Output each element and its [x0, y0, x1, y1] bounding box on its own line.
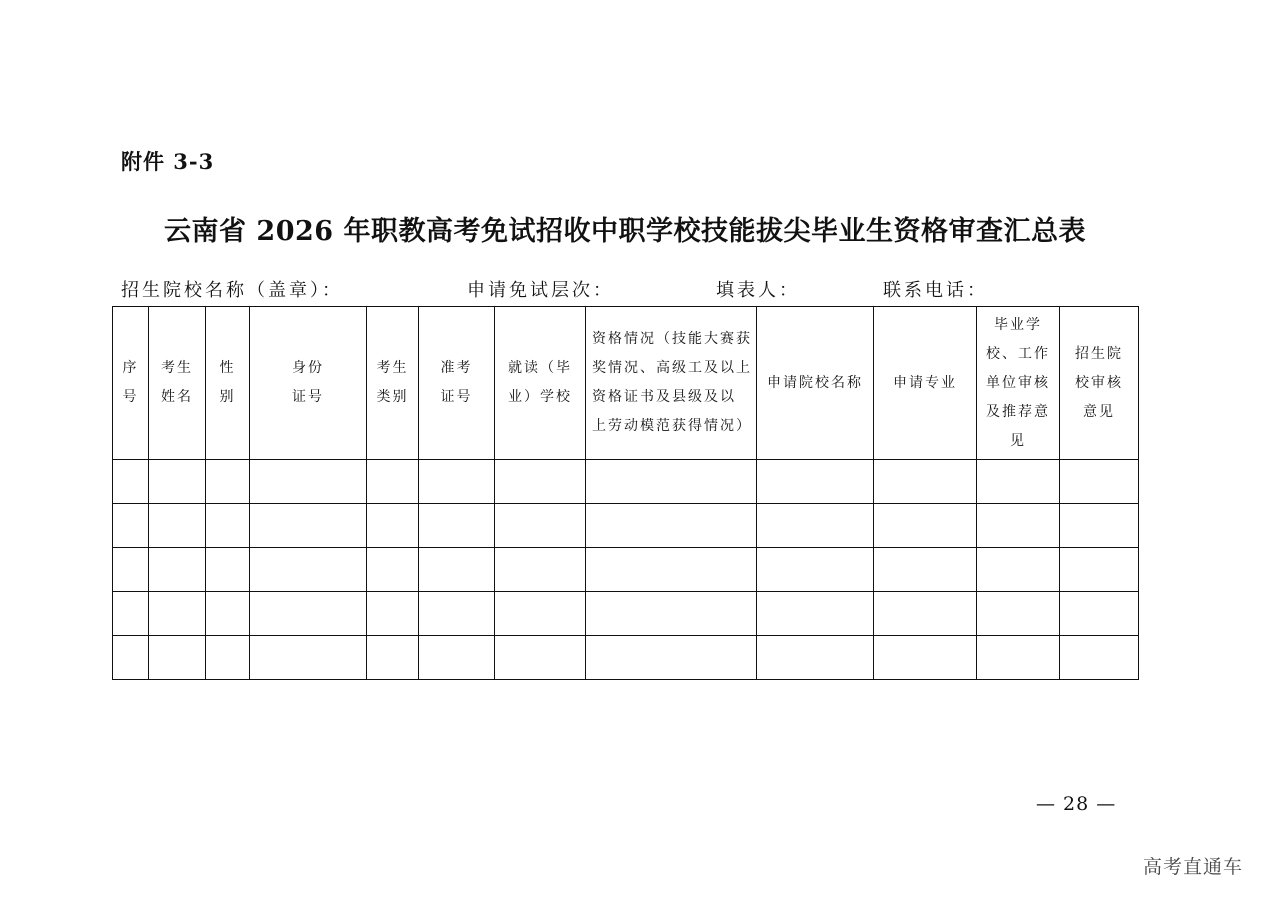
table-cell	[367, 636, 419, 680]
table-cell	[206, 460, 250, 504]
table-row	[113, 548, 1139, 592]
table-cell	[1060, 636, 1139, 680]
table-cell	[149, 504, 206, 548]
header-name: 考生 姓名	[161, 360, 193, 405]
table-cell	[149, 548, 206, 592]
header-cell	[874, 307, 977, 460]
table-cell	[495, 548, 586, 592]
header-id-number: 身份 证号	[292, 360, 324, 405]
table-cell	[757, 504, 874, 548]
header-cell	[113, 307, 149, 460]
table-row	[113, 636, 1139, 680]
table-cell	[1060, 460, 1139, 504]
table-cell	[757, 548, 874, 592]
table-cell	[586, 460, 757, 504]
attachment-label: 附件 3-3	[121, 149, 215, 174]
table-cell	[206, 504, 250, 548]
table-cell	[149, 592, 206, 636]
table-cell	[113, 636, 149, 680]
table-cell	[419, 504, 495, 548]
header-cell	[149, 307, 206, 460]
header-cell	[757, 307, 874, 460]
header-candidate-type: 考生 类别	[376, 360, 409, 405]
table-cell	[495, 636, 586, 680]
table-cell	[250, 460, 367, 504]
table-cell	[113, 548, 149, 592]
table-cell	[419, 460, 495, 504]
table-cell	[757, 636, 874, 680]
table-cell	[250, 548, 367, 592]
filler-label: 填表人：	[716, 280, 800, 301]
header-cell	[1060, 307, 1139, 460]
header-school: 就读（毕 业）学校	[508, 360, 572, 405]
table-cell	[495, 460, 586, 504]
table-cell	[1060, 504, 1139, 548]
table-cell	[586, 592, 757, 636]
table-cell	[977, 460, 1060, 504]
watermark: 高考直通车	[1143, 856, 1244, 878]
table-cell	[367, 460, 419, 504]
header-qualification: 资格情况（技能大赛获 奖情况、高级工及以上 资格证书及县级及以 上劳动模范获得情况）	[592, 331, 752, 434]
contact-phone-label: 联系电话：	[883, 280, 988, 301]
table-cell	[874, 636, 977, 680]
table-cell	[367, 504, 419, 548]
table-cell	[977, 636, 1060, 680]
table-cell	[495, 592, 586, 636]
header-cell	[586, 307, 757, 460]
header-review-opinion: 招生院 校审核 意见	[1075, 345, 1123, 420]
table-cell	[113, 460, 149, 504]
table-cell	[874, 548, 977, 592]
header-cell	[250, 307, 367, 460]
header-cell	[977, 307, 1060, 460]
table-cell	[250, 504, 367, 548]
table-cell	[757, 460, 874, 504]
header-recommendation: 毕业学 校、工作 单位审核 及推荐意 见	[986, 316, 1050, 449]
table-cell	[586, 504, 757, 548]
table-cell	[874, 460, 977, 504]
school-name-label: 招生院校名称（盖章）：	[121, 280, 343, 301]
document-title: 云南省 2026 年职教高考免试招收中职学校技能拔尖毕业生资格审查汇总表	[164, 216, 1086, 247]
table-cell	[206, 548, 250, 592]
header-gender: 性 别	[219, 360, 236, 405]
table-row	[113, 460, 1139, 504]
table-cell	[757, 592, 874, 636]
header-admission-number: 准考 证号	[440, 360, 473, 405]
table-cell	[206, 592, 250, 636]
header-cell	[367, 307, 419, 460]
table-row	[113, 592, 1139, 636]
page-number: — 28 —	[1036, 793, 1117, 815]
header-applied-major: 申请专业	[893, 374, 957, 391]
table-cell	[586, 636, 757, 680]
table-cell	[874, 592, 977, 636]
header-applied-school: 申请院校名称	[767, 374, 863, 391]
table-cell	[206, 636, 250, 680]
header-cell	[206, 307, 250, 460]
header-row	[113, 307, 1139, 460]
table-cell	[250, 636, 367, 680]
summary-table	[112, 306, 1139, 680]
exemption-level-label: 申请免试层次：	[467, 280, 614, 301]
table-row	[113, 504, 1139, 548]
table-cell	[367, 548, 419, 592]
table-cell	[113, 504, 149, 548]
table-cell	[419, 592, 495, 636]
table-cell	[113, 592, 149, 636]
table-cell	[586, 548, 757, 592]
table-cell	[977, 548, 1060, 592]
table-cell	[419, 636, 495, 680]
table-cell	[977, 504, 1060, 548]
table-cell	[149, 636, 206, 680]
table-cell	[149, 460, 206, 504]
table-cell	[495, 504, 586, 548]
table-cell	[419, 548, 495, 592]
header-cell	[419, 307, 495, 460]
table-cell	[874, 504, 977, 548]
table-body	[113, 460, 1139, 680]
table-cell	[977, 592, 1060, 636]
table-cell	[1060, 592, 1139, 636]
header-serial: 序 号	[122, 360, 139, 405]
table-cell	[250, 592, 367, 636]
table-cell	[1060, 548, 1139, 592]
header-cell	[495, 307, 586, 460]
table-cell	[367, 592, 419, 636]
